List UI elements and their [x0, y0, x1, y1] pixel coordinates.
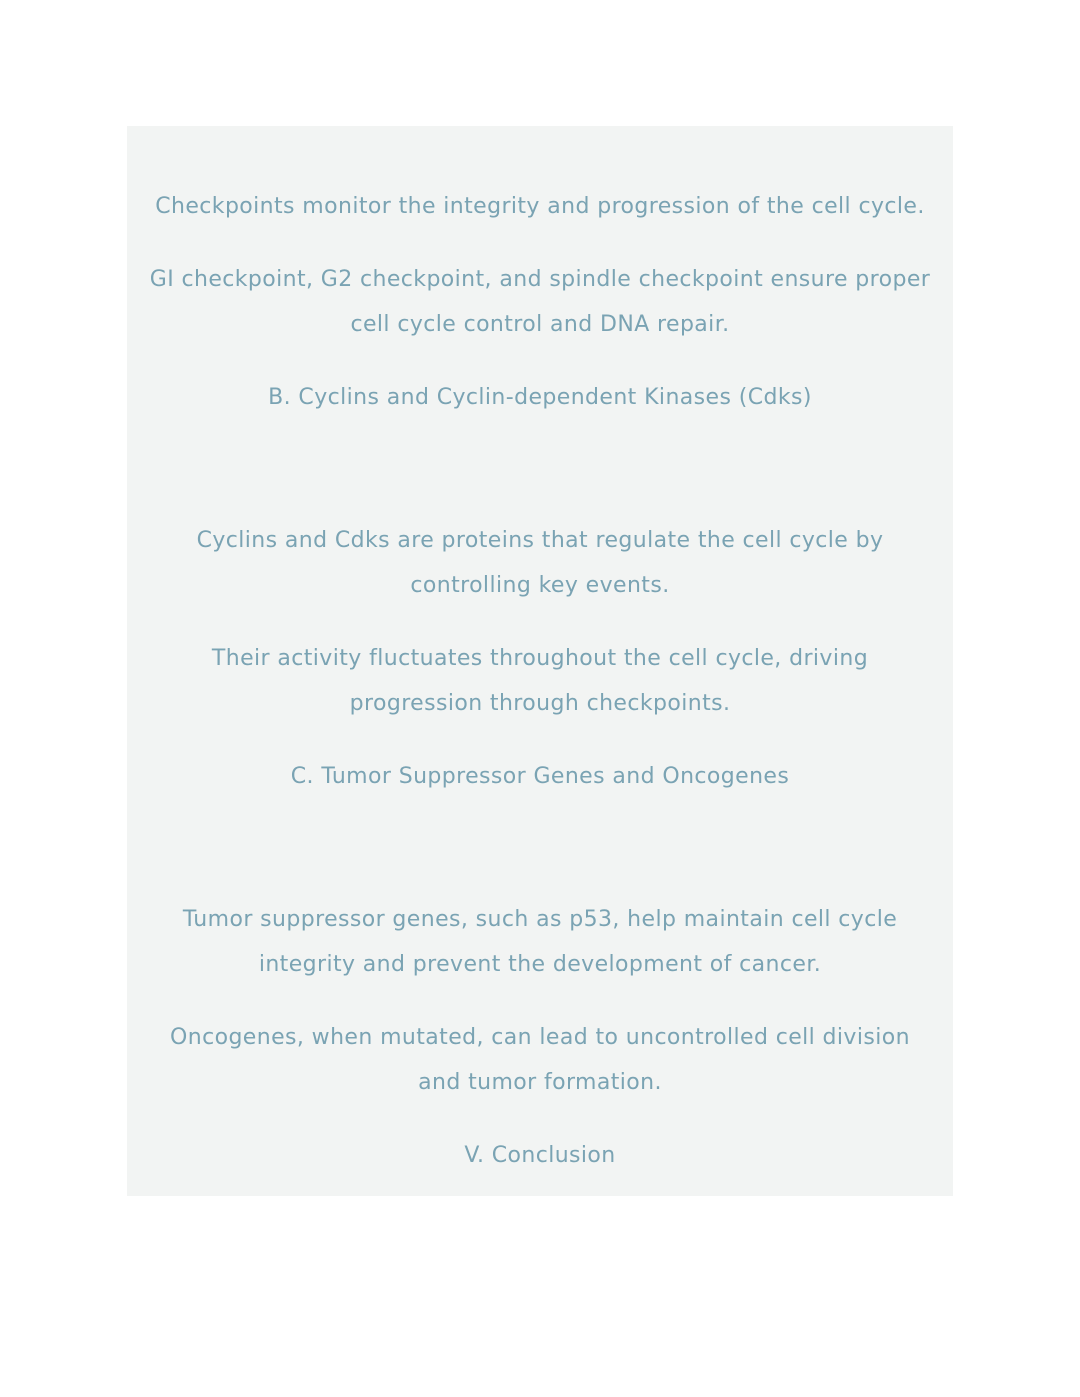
paragraph-line: and tumor formation. [418, 1070, 662, 1095]
outline-heading [131, 754, 949, 799]
paragraph-line: progression through checkpoints. [349, 691, 731, 716]
document-page [127, 126, 953, 1196]
outline-heading [131, 375, 949, 420]
paragraph-line: B. Cyclins and Cyclin-dependent Kinases (Cdks) [268, 385, 812, 410]
paragraph-line: Checkpoints monitor the integrity and progression of the cell cycle. [155, 194, 925, 219]
paragraph-line: Their activity fluctuates throughout the cell cycle, driving [211, 646, 869, 671]
paragraph [131, 257, 949, 347]
paragraph [131, 184, 949, 229]
paragraph [131, 897, 949, 987]
paragraph [131, 518, 949, 608]
paragraph-line: Tumor suppressor genes, such as p53, help maintain cell cycle [182, 907, 898, 932]
paragraph-line: controlling key events. [410, 573, 670, 598]
paragraph-line: C. Tumor Suppressor Genes and Oncogenes [290, 764, 790, 789]
paragraph-line: cell cycle control and DNA repair. [350, 312, 730, 337]
document-body [131, 184, 949, 1178]
paragraph-line: integrity and prevent the development of cancer. [258, 952, 822, 977]
outline-heading [131, 1133, 949, 1178]
paragraph-line: V. Conclusion [464, 1143, 616, 1168]
paragraph-line: Cyclins and Cdks are proteins that regulate the cell cycle by [196, 528, 884, 553]
paragraph [131, 636, 949, 726]
paragraph-line: Oncogenes, when mutated, can lead to uncontrolled cell division [170, 1025, 910, 1050]
paragraph-line: GI checkpoint, G2 checkpoint, and spindle checkpoint ensure proper [149, 267, 931, 292]
paragraph [131, 1015, 949, 1105]
